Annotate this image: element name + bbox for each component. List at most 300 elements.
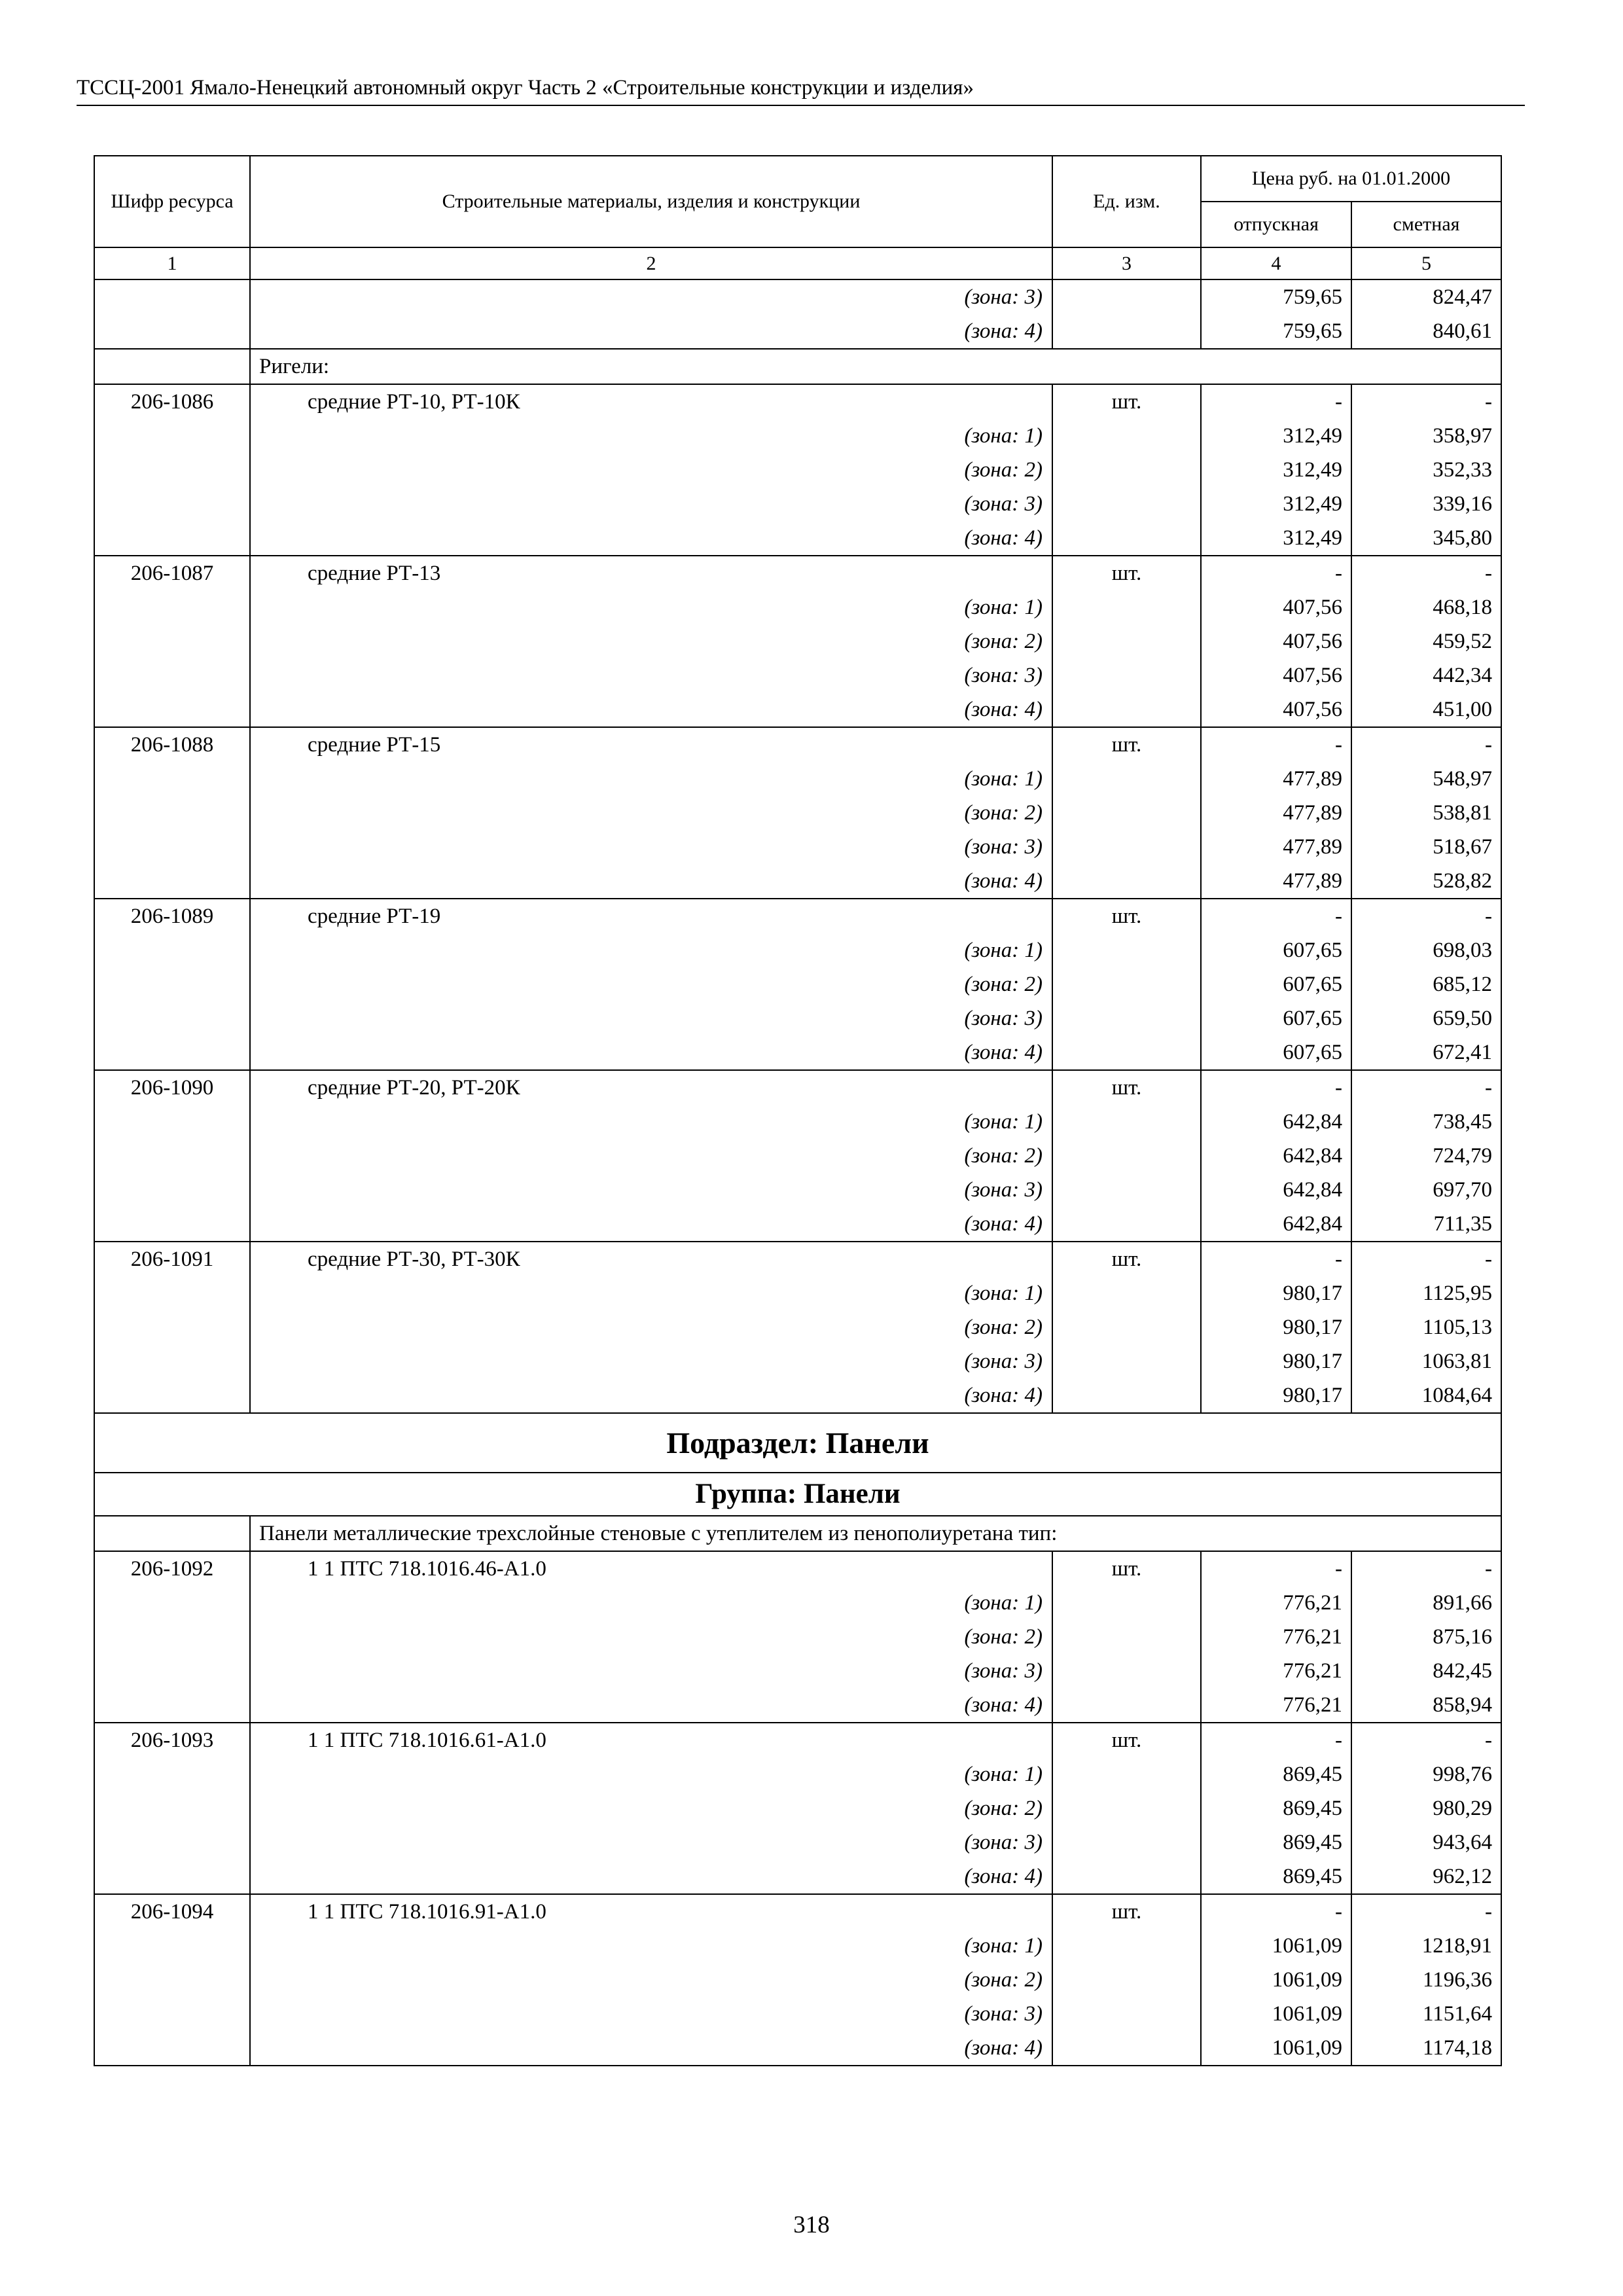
release-price-cell: 642,84: [1201, 1105, 1351, 1139]
code-cell: [94, 1035, 250, 1070]
table-row: [94, 419, 1501, 453]
estimate-price-cell: -: [1351, 1551, 1501, 1586]
unit-cell: [1052, 1035, 1201, 1070]
unit-cell: [1052, 864, 1201, 899]
col-code-header: Шифр ресурса: [94, 156, 250, 247]
zone-cell: (зона: 4): [250, 1207, 1052, 1242]
table-row: [94, 1378, 1501, 1413]
table-row: [94, 590, 1501, 624]
release-price-cell: -: [1201, 727, 1351, 762]
release-price-cell: 980,17: [1201, 1276, 1351, 1310]
unit-cell: [1052, 1001, 1201, 1035]
item-name: 1 1 ПТС 718.1016.91-А1.0: [250, 1894, 1052, 1929]
table-row: [94, 624, 1501, 658]
table-row: [94, 1139, 1501, 1173]
release-price-cell: -: [1201, 1723, 1351, 1757]
unit-cell: [1052, 967, 1201, 1001]
section-title: Подраздел: Панели: [94, 1413, 1501, 1473]
release-price-cell: 1061,09: [1201, 1963, 1351, 1997]
estimate-price-cell: 842,45: [1351, 1654, 1501, 1688]
table-row: [94, 1344, 1501, 1378]
unit-cell: [1052, 590, 1201, 624]
unit-cell: шт.: [1052, 384, 1201, 419]
zone-cell: (зона: 1): [250, 590, 1052, 624]
unit-cell: [1052, 1620, 1201, 1654]
unit-cell: [1052, 1378, 1201, 1413]
estimate-price-cell: -: [1351, 1894, 1501, 1929]
unit-cell: [1052, 1139, 1201, 1173]
estimate-price-cell: 962,12: [1351, 1859, 1501, 1894]
estimate-price-cell: 1105,13: [1351, 1310, 1501, 1344]
estimate-price-cell: 980,29: [1351, 1791, 1501, 1825]
estimate-price-cell: 1125,95: [1351, 1276, 1501, 1310]
unit-cell: [1052, 1310, 1201, 1344]
zone-cell: (зона: 1): [250, 419, 1052, 453]
release-price-cell: 312,49: [1201, 419, 1351, 453]
release-price-cell: -: [1201, 556, 1351, 590]
release-price-cell: -: [1201, 384, 1351, 419]
estimate-price-cell: -: [1351, 384, 1501, 419]
table-row: [94, 1791, 1501, 1825]
zone-cell: (зона: 2): [250, 796, 1052, 830]
estimate-price-cell: -: [1351, 556, 1501, 590]
col-number: 4: [1201, 247, 1351, 279]
group-title: Группа: Панели: [94, 1473, 1501, 1516]
code-cell: [94, 692, 250, 727]
estimate-price-cell: -: [1351, 899, 1501, 933]
zone-cell: (зона: 2): [250, 1963, 1052, 1997]
table-row: [94, 1620, 1501, 1654]
group-label: Ригели:: [250, 349, 1501, 384]
description-row: [94, 1516, 1501, 1551]
resource-code: 206-1089: [94, 899, 250, 933]
code-cell: [94, 1859, 250, 1894]
unit-cell: [1052, 1757, 1201, 1791]
unit-cell: [1052, 1997, 1201, 2031]
unit-cell: [1052, 1207, 1201, 1242]
item-name: средние РТ-13: [250, 556, 1052, 590]
unit-cell: [1052, 933, 1201, 967]
unit-cell: шт.: [1052, 1894, 1201, 1929]
code-cell: [94, 624, 250, 658]
release-price-cell: 607,65: [1201, 933, 1351, 967]
resource-code: 206-1087: [94, 556, 250, 590]
release-price-cell: 776,21: [1201, 1586, 1351, 1620]
code-cell: [94, 1310, 250, 1344]
item-name: средние РТ-15: [250, 727, 1052, 762]
estimate-price-cell: 1063,81: [1351, 1344, 1501, 1378]
release-price-cell: 1061,09: [1201, 1997, 1351, 2031]
zone-cell: (зона: 2): [250, 624, 1052, 658]
unit-cell: [1052, 658, 1201, 692]
unit-cell: [1052, 692, 1201, 727]
table-row: [94, 1276, 1501, 1310]
table-row: [94, 658, 1501, 692]
page-number: 318: [793, 2212, 830, 2238]
col-number: 3: [1052, 247, 1201, 279]
estimate-price-cell: 824,47: [1351, 279, 1501, 314]
table-row: [94, 1997, 1501, 2031]
code-cell: [94, 521, 250, 556]
table-row: [94, 1825, 1501, 1859]
code-cell: [94, 1276, 250, 1310]
code-cell: [94, 1001, 250, 1035]
release-price-cell: 477,89: [1201, 830, 1351, 864]
resource-code: 206-1093: [94, 1723, 250, 1757]
release-price-cell: 312,49: [1201, 453, 1351, 487]
estimate-price-cell: 345,80: [1351, 521, 1501, 556]
code-cell: [94, 796, 250, 830]
resource-code: 206-1091: [94, 1242, 250, 1276]
code-cell: [94, 933, 250, 967]
release-price-cell: 759,65: [1201, 279, 1351, 314]
code-cell: [94, 864, 250, 899]
table-row: [94, 279, 1501, 314]
estimate-price-cell: -: [1351, 1723, 1501, 1757]
unit-cell: [1052, 487, 1201, 521]
col-release-header: отпускная: [1201, 202, 1351, 247]
zone-cell: (зона: 1): [250, 1105, 1052, 1139]
release-price-cell: 776,21: [1201, 1620, 1351, 1654]
code-cell: [94, 1929, 250, 1963]
unit-cell: шт.: [1052, 1551, 1201, 1586]
code-cell: [94, 1344, 250, 1378]
release-price-cell: 869,45: [1201, 1859, 1351, 1894]
release-price-cell: 607,65: [1201, 1001, 1351, 1035]
unit-cell: [1052, 762, 1201, 796]
release-price-cell: 980,17: [1201, 1344, 1351, 1378]
release-price-cell: 1061,09: [1201, 1929, 1351, 1963]
release-price-cell: -: [1201, 1242, 1351, 1276]
code-cell: [94, 314, 250, 349]
code-cell: [94, 1997, 250, 2031]
zone-cell: (зона: 4): [250, 1859, 1052, 1894]
unit-cell: [1052, 1654, 1201, 1688]
unit-cell: [1052, 1963, 1201, 1997]
code-cell: [94, 1654, 250, 1688]
table-row: [94, 692, 1501, 727]
unit-cell: [1052, 830, 1201, 864]
unit-cell: [1052, 2031, 1201, 2066]
estimate-price-cell: 998,76: [1351, 1757, 1501, 1791]
header-rule: [77, 105, 1525, 106]
release-price-cell: 642,84: [1201, 1173, 1351, 1207]
col-name-header: Строительные материалы, изделия и конструкции: [250, 156, 1052, 247]
code-cell: [94, 1139, 250, 1173]
release-price-cell: 477,89: [1201, 762, 1351, 796]
release-price-cell: 312,49: [1201, 487, 1351, 521]
zone-cell: (зона: 1): [250, 933, 1052, 967]
code-cell: [94, 487, 250, 521]
release-price-cell: 407,56: [1201, 590, 1351, 624]
code-cell: [94, 590, 250, 624]
unit-cell: шт.: [1052, 1723, 1201, 1757]
table-row: [94, 1105, 1501, 1139]
table-row: [94, 830, 1501, 864]
estimate-price-cell: 339,16: [1351, 487, 1501, 521]
estimate-price-cell: 442,34: [1351, 658, 1501, 692]
zone-cell: (зона: 3): [250, 1344, 1052, 1378]
code-cell: [94, 1105, 250, 1139]
resource-code: 206-1092: [94, 1551, 250, 1586]
unit-cell: [1052, 1859, 1201, 1894]
unit-cell: [1052, 453, 1201, 487]
estimate-price-cell: -: [1351, 1070, 1501, 1105]
estimate-price-cell: 891,66: [1351, 1586, 1501, 1620]
item-row: [94, 1070, 1501, 1105]
table-row: [94, 796, 1501, 830]
estimate-price-cell: 858,94: [1351, 1688, 1501, 1723]
estimate-price-cell: 528,82: [1351, 864, 1501, 899]
table-row: [94, 1654, 1501, 1688]
table-row: [94, 1757, 1501, 1791]
zone-cell: (зона: 3): [250, 830, 1052, 864]
release-price-cell: 407,56: [1201, 624, 1351, 658]
zone-cell: (зона: 4): [250, 692, 1052, 727]
zone-cell: (зона: 3): [250, 279, 1052, 314]
code-cell: [94, 1825, 250, 1859]
unit-cell: [1052, 1791, 1201, 1825]
unit-cell: [1052, 1276, 1201, 1310]
code-cell: [94, 1586, 250, 1620]
table-row: [94, 967, 1501, 1001]
release-price-cell: 869,45: [1201, 1825, 1351, 1859]
group-row: [94, 1473, 1501, 1516]
release-price-cell: 477,89: [1201, 796, 1351, 830]
unit-cell: [1052, 314, 1201, 349]
zone-cell: (зона: 4): [250, 864, 1052, 899]
unit-cell: [1052, 1344, 1201, 1378]
release-price-cell: 776,21: [1201, 1654, 1351, 1688]
item-row: [94, 1551, 1501, 1586]
code-cell: [94, 762, 250, 796]
code-cell: [94, 1963, 250, 1997]
release-price-cell: 869,45: [1201, 1791, 1351, 1825]
table-row: [94, 1963, 1501, 1997]
item-row: [94, 899, 1501, 933]
estimate-price-cell: 943,64: [1351, 1825, 1501, 1859]
table-row: [94, 1310, 1501, 1344]
estimate-price-cell: 1174,18: [1351, 2031, 1501, 2066]
price-table: [94, 155, 1502, 2066]
item-row: [94, 384, 1501, 419]
release-price-cell: 407,56: [1201, 692, 1351, 727]
estimate-price-cell: 451,00: [1351, 692, 1501, 727]
zone-cell: (зона: 4): [250, 2031, 1052, 2066]
zone-cell: (зона: 3): [250, 658, 1052, 692]
col-price-header: Цена руб. на 01.01.2000: [1201, 156, 1501, 202]
zone-cell: (зона: 1): [250, 1276, 1052, 1310]
group-label-row: [94, 349, 1501, 384]
code-cell: [94, 453, 250, 487]
item-name: средние РТ-10, РТ-10К: [250, 384, 1052, 419]
code-cell: [94, 1173, 250, 1207]
release-price-cell: -: [1201, 1894, 1351, 1929]
release-price-cell: 776,21: [1201, 1688, 1351, 1723]
item-row: [94, 1242, 1501, 1276]
estimate-price-cell: 1151,64: [1351, 1997, 1501, 2031]
unit-cell: шт.: [1052, 556, 1201, 590]
zone-cell: (зона: 1): [250, 1586, 1052, 1620]
item-name: средние РТ-20, РТ-20К: [250, 1070, 1052, 1105]
unit-cell: шт.: [1052, 1242, 1201, 1276]
unit-cell: шт.: [1052, 727, 1201, 762]
estimate-price-cell: 659,50: [1351, 1001, 1501, 1035]
zone-cell: (зона: 3): [250, 1654, 1052, 1688]
estimate-price-cell: 672,41: [1351, 1035, 1501, 1070]
release-price-cell: 642,84: [1201, 1139, 1351, 1173]
table-row: [94, 314, 1501, 349]
unit-cell: [1052, 1825, 1201, 1859]
zone-cell: (зона: 2): [250, 967, 1052, 1001]
table-row: [94, 933, 1501, 967]
estimate-price-cell: 724,79: [1351, 1139, 1501, 1173]
zone-cell: (зона: 1): [250, 762, 1052, 796]
resource-code: 206-1090: [94, 1070, 250, 1105]
zone-cell: (зона: 1): [250, 1757, 1052, 1791]
estimate-price-cell: -: [1351, 1242, 1501, 1276]
estimate-price-cell: 738,45: [1351, 1105, 1501, 1139]
release-price-cell: 407,56: [1201, 658, 1351, 692]
zone-cell: (зона: 4): [250, 1688, 1052, 1723]
release-price-cell: 607,65: [1201, 1035, 1351, 1070]
code-cell: [94, 1620, 250, 1654]
release-price-cell: 312,49: [1201, 521, 1351, 556]
table-row: [94, 1001, 1501, 1035]
zone-cell: (зона: 1): [250, 1929, 1052, 1963]
zone-cell: (зона: 3): [250, 1001, 1052, 1035]
unit-cell: шт.: [1052, 1070, 1201, 1105]
estimate-price-cell: 352,33: [1351, 453, 1501, 487]
unit-cell: [1052, 796, 1201, 830]
estimate-price-cell: 1196,36: [1351, 1963, 1501, 1997]
estimate-price-cell: 685,12: [1351, 967, 1501, 1001]
estimate-price-cell: 698,03: [1351, 933, 1501, 967]
zone-cell: (зона: 3): [250, 487, 1052, 521]
estimate-price-cell: 875,16: [1351, 1620, 1501, 1654]
unit-cell: [1052, 1688, 1201, 1723]
zone-cell: (зона: 4): [250, 314, 1052, 349]
code-cell: [94, 1757, 250, 1791]
table-row: [94, 2031, 1501, 2066]
estimate-price-cell: 1084,64: [1351, 1378, 1501, 1413]
code-cell: [94, 349, 250, 384]
col-number: 2: [250, 247, 1052, 279]
item-row: [94, 1894, 1501, 1929]
unit-cell: [1052, 419, 1201, 453]
col-number: 5: [1351, 247, 1501, 279]
zone-cell: (зона: 2): [250, 1620, 1052, 1654]
code-cell: [94, 1688, 250, 1723]
panels-description: Панели металлические трехслойные стеновые с утеплителем из пенополиуретана тип:: [250, 1516, 1501, 1551]
code-cell: [94, 658, 250, 692]
estimate-price-cell: 518,67: [1351, 830, 1501, 864]
release-price-cell: 1061,09: [1201, 2031, 1351, 2066]
code-cell: [94, 967, 250, 1001]
table-row: [94, 487, 1501, 521]
estimate-price-cell: -: [1351, 727, 1501, 762]
unit-cell: шт.: [1052, 899, 1201, 933]
table-row: [94, 1586, 1501, 1620]
estimate-price-cell: 538,81: [1351, 796, 1501, 830]
item-row: [94, 1723, 1501, 1757]
zone-cell: (зона: 3): [250, 1825, 1052, 1859]
estimate-price-cell: 459,52: [1351, 624, 1501, 658]
estimate-price-cell: 358,97: [1351, 419, 1501, 453]
code-cell: [94, 1791, 250, 1825]
code-cell: [94, 419, 250, 453]
zone-cell: (зона: 2): [250, 1791, 1052, 1825]
col-estimate-header: сметная: [1351, 202, 1501, 247]
item-row: [94, 727, 1501, 762]
item-name: 1 1 ПТС 718.1016.61-А1.0: [250, 1723, 1052, 1757]
code-cell: [94, 1516, 250, 1551]
release-price-cell: -: [1201, 899, 1351, 933]
resource-code: 206-1086: [94, 384, 250, 419]
estimate-price-cell: 548,97: [1351, 762, 1501, 796]
unit-cell: [1052, 279, 1201, 314]
table-row: [94, 1929, 1501, 1963]
table-row: [94, 1035, 1501, 1070]
code-cell: [94, 1207, 250, 1242]
unit-cell: [1052, 1173, 1201, 1207]
table-row: [94, 453, 1501, 487]
zone-cell: (зона: 4): [250, 1378, 1052, 1413]
release-price-cell: 980,17: [1201, 1310, 1351, 1344]
table-row: [94, 1859, 1501, 1894]
release-price-cell: 980,17: [1201, 1378, 1351, 1413]
release-price-cell: -: [1201, 1551, 1351, 1586]
resource-code: 206-1088: [94, 727, 250, 762]
zone-cell: (зона: 2): [250, 1139, 1052, 1173]
code-cell: [94, 279, 250, 314]
zone-cell: (зона: 2): [250, 453, 1052, 487]
section-row: [94, 1413, 1501, 1473]
item-name: средние РТ-30, РТ-30К: [250, 1242, 1052, 1276]
item-name: 1 1 ПТС 718.1016.46-А1.0: [250, 1551, 1052, 1586]
unit-cell: [1052, 1929, 1201, 1963]
page-header: ТССЦ-2001 Ямало-Ненецкий автономный округ Часть 2 «Строительные конструкции и изделия»: [77, 76, 974, 99]
table-row: [94, 864, 1501, 899]
code-cell: [94, 830, 250, 864]
release-price-cell: 869,45: [1201, 1757, 1351, 1791]
estimate-price-cell: 840,61: [1351, 314, 1501, 349]
estimate-price-cell: 1218,91: [1351, 1929, 1501, 1963]
item-row: [94, 556, 1501, 590]
estimate-price-cell: 468,18: [1351, 590, 1501, 624]
release-price-cell: 607,65: [1201, 967, 1351, 1001]
zone-cell: (зона: 2): [250, 1310, 1052, 1344]
resource-code: 206-1094: [94, 1894, 250, 1929]
unit-cell: [1052, 1105, 1201, 1139]
release-price-cell: 759,65: [1201, 314, 1351, 349]
release-price-cell: 477,89: [1201, 864, 1351, 899]
zone-cell: (зона: 3): [250, 1997, 1052, 2031]
unit-cell: [1052, 624, 1201, 658]
unit-cell: [1052, 521, 1201, 556]
zone-cell: (зона: 4): [250, 1035, 1052, 1070]
col-unit-header: Ед. изм.: [1052, 156, 1201, 247]
table-row: [94, 521, 1501, 556]
code-cell: [94, 2031, 250, 2066]
code-cell: [94, 1378, 250, 1413]
unit-cell: [1052, 1586, 1201, 1620]
release-price-cell: 642,84: [1201, 1207, 1351, 1242]
table-row: [94, 1173, 1501, 1207]
release-price-cell: -: [1201, 1070, 1351, 1105]
col-number: 1: [94, 247, 250, 279]
table-row: [94, 762, 1501, 796]
